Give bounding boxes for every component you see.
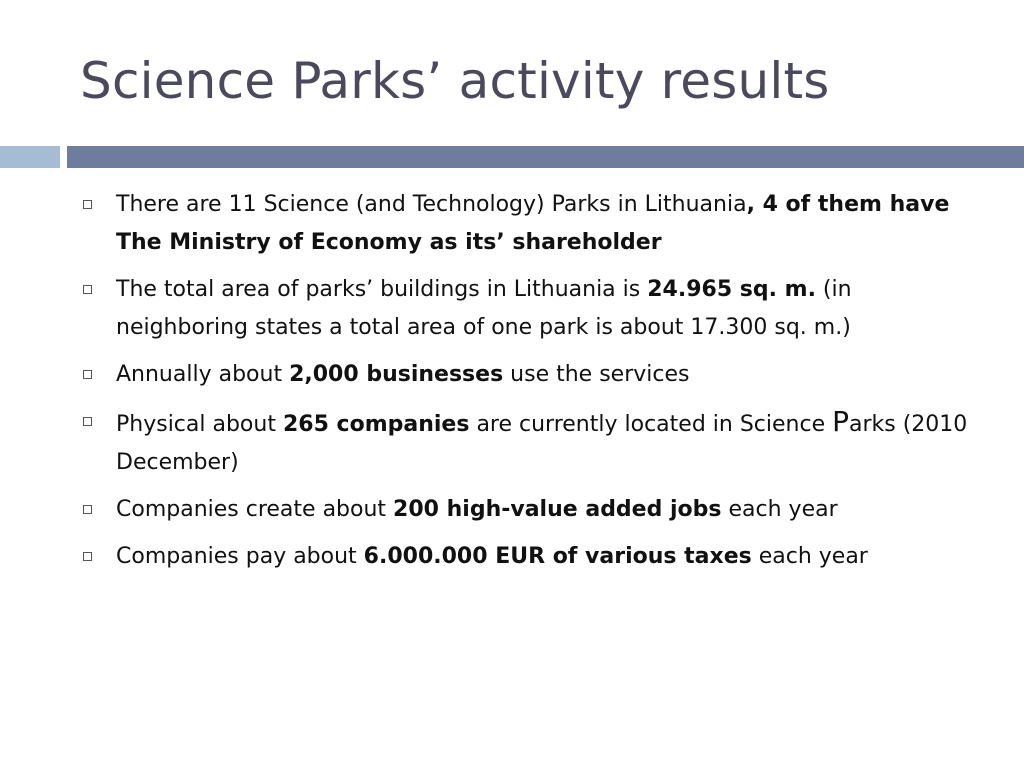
slide-title: Science Parks’ activity results xyxy=(80,52,830,110)
bullet-text-bold: 200 high-value added jobs xyxy=(393,497,722,522)
bullet-text: are currently located in Science xyxy=(469,412,833,437)
bullet-item-parks-count xyxy=(80,186,980,262)
bullet-text-bold: 2,000 businesses xyxy=(289,362,504,387)
hollow-square-bullet-icon xyxy=(83,370,92,379)
hollow-square-bullet-icon xyxy=(83,417,92,426)
hollow-square-bullet-icon xyxy=(83,285,92,294)
bullet-text: arks (2010 December) xyxy=(116,412,968,475)
bullet-text: use the services xyxy=(503,362,690,387)
bullet-text-bold: 265 companies xyxy=(282,412,470,437)
bullet-text: Companies pay about xyxy=(116,544,364,569)
bullet-text: There are 11 Science (and Technology) Parks in Lithuania xyxy=(116,192,747,217)
accent-bar-right xyxy=(67,146,1024,168)
bullet-text: Physical about xyxy=(116,412,283,437)
bullet-item-total-area xyxy=(80,271,980,347)
hollow-square-bullet-icon xyxy=(83,200,92,209)
bullet-item-jobs xyxy=(80,491,980,529)
bullet-item-taxes xyxy=(80,538,980,576)
bullet-text: each year xyxy=(721,497,838,522)
bullet-text-bold: 24.965 sq. m. xyxy=(647,277,816,302)
bullet-text-bold: 6.000.000 EUR of various taxes xyxy=(363,544,752,569)
hollow-square-bullet-icon xyxy=(83,505,92,514)
bullet-text: Companies create about xyxy=(116,497,394,522)
bullet-item-companies-located xyxy=(80,403,980,482)
bullet-item-businesses xyxy=(80,356,980,394)
bullet-text-large-letter: P xyxy=(832,405,849,438)
bullet-text: The total area of parks’ buildings in Lithuania is xyxy=(116,277,648,302)
hollow-square-bullet-icon xyxy=(83,552,92,561)
bullet-text: (in neighboring states a total area of one park is about 17.300 sq. m.) xyxy=(116,277,852,340)
bullet-text: Annually about xyxy=(116,362,290,387)
bullet-text: each year xyxy=(751,544,868,569)
bullet-list xyxy=(80,186,980,585)
bullet-text-bold: , 4 of them have The Ministry of Economy as its’ shareholder xyxy=(116,192,950,255)
accent-bar-left xyxy=(0,146,60,168)
